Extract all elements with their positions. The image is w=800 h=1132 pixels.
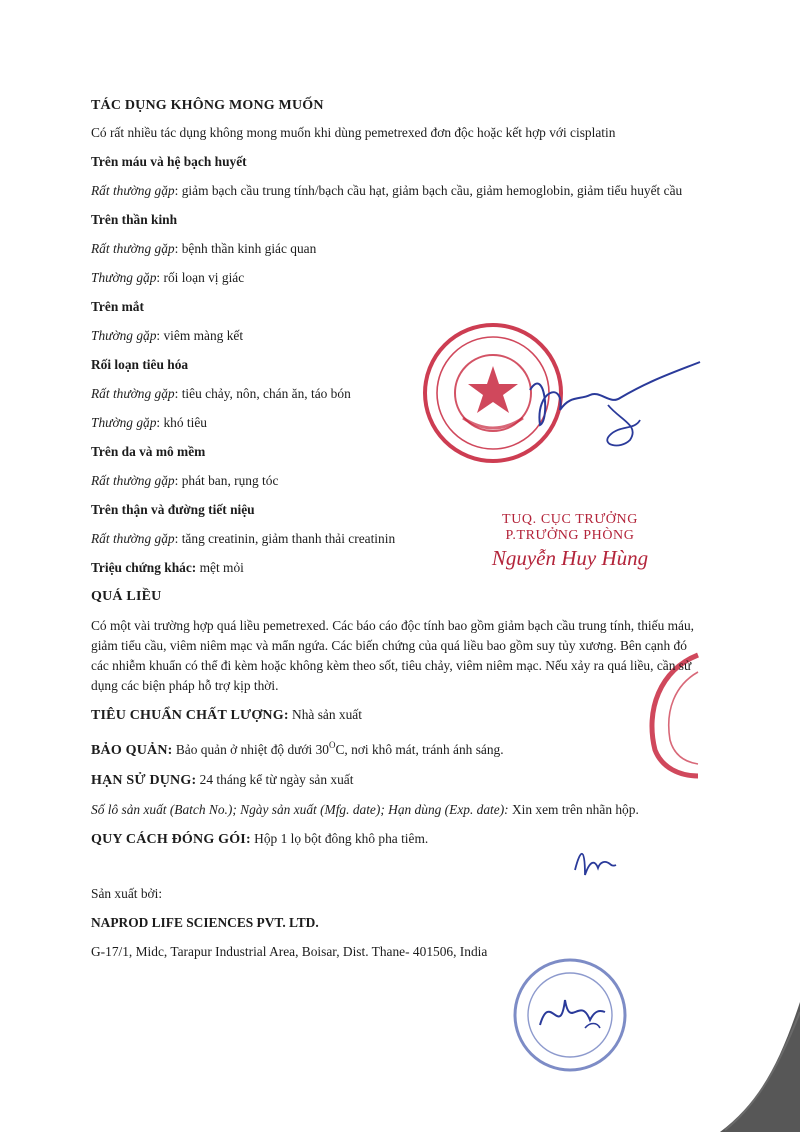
adverse-effects-heading: TÁC DỤNG KHÔNG MONG MUỐN [91, 98, 324, 113]
effects-text: : giảm bạch cầu trung tính/bạch cầu hạt, giảm bạch cầu, giảm hemoglobin, giảm tiểu huyết cầu [174, 183, 683, 198]
frequency-label: Rất thường gặp [91, 386, 175, 401]
manufacturer-name: NAPROD LIFE SCIENCES PVT. LTD. [91, 915, 319, 930]
effects-text: : tiêu chảy, nôn, chán ăn, táo bón [174, 386, 351, 401]
approval-title-line1: TUQ. CỤC TRƯỞNG [502, 512, 638, 527]
other-symptoms [91, 558, 711, 578]
packaging [91, 829, 711, 850]
frequency-label: Thường gặp [91, 270, 157, 285]
effects-text: : bệnh thần kinh giác quan [174, 241, 317, 256]
digestive-effects-very-common [91, 384, 711, 404]
quality-text: Nhà sản xuất [288, 707, 362, 722]
quality-standard [91, 705, 711, 726]
skin-effects [91, 471, 711, 491]
overdose-heading: QUÁ LIỀU [91, 589, 162, 604]
approval-title-line2: P.TRƯỞNG PHÒNG [505, 528, 635, 543]
other-symptoms-text: mệt mỏi [196, 560, 244, 575]
effects-text: : rối loạn vị giác [156, 270, 245, 285]
nervous-effects-very-common [91, 239, 711, 259]
storage-label: BẢO QUẢN: [91, 743, 173, 758]
storage-text: Bảo quản ở nhiệt độ dưới 30 [172, 742, 329, 757]
blood-lymph-effects [91, 181, 711, 201]
storage [91, 735, 711, 761]
blood-lymph-heading: Trên máu và hệ bạch huyết [91, 154, 247, 169]
nervous-effects-common [91, 268, 711, 288]
kidney-effects [91, 529, 711, 549]
overdose-text: Có một vài trường hợp quá liều pemetrexed. Các báo cáo độc tính bao gồm giảm bạch cầu trung tính, thiếu máu, giảm tiểu cầu, viêm niêm mạc và mẩn ngứa. Các biến chứng của quá liều bao gồm suy tủy xương. Bên cạnh đó các nhiễm khuẩn có thể đi kèm hoặc không kèm theo sốt, tiêu chảy, viêm niêm mạc. Nếu xảy ra quá liều, cần sử dụng các biện pháp hỗ trợ kịp thời. [91, 618, 695, 693]
effects-text: : viêm màng kết [156, 328, 244, 343]
other-symptoms-label: Triệu chứng khác: [91, 560, 197, 575]
adverse-effects-intro: Có rất nhiều tác dụng không mong muốn khi dùng pemetrexed đơn độc hoặc kết hợp với cisplatin [91, 125, 616, 140]
frequency-label: Thường gặp [91, 415, 157, 430]
shelf-life [91, 770, 711, 791]
digestive-heading: Rối loạn tiêu hóa [91, 357, 189, 372]
degree-superscript: O [328, 740, 336, 750]
manufacturer-address: G-17/1, Midc, Tarapur Industrial Area, Boisar, Dist. Thane- 401506, India [91, 944, 488, 959]
eye-effects [91, 326, 711, 346]
batch-info [91, 800, 711, 820]
shelf-life-text: 24 tháng kể từ ngày sản xuất [196, 772, 354, 787]
shelf-life-label: HẠN SỬ DỤNG: [91, 773, 197, 788]
quality-label: TIÊU CHUẨN CHẤT LƯỢNG: [91, 708, 289, 723]
packaging-label: QUY CÁCH ĐÓNG GÓI: [91, 832, 251, 847]
batch-label: Số lô sản xuất (Batch No.); Ngày sản xuất (Mfg. date); Hạn dùng (Exp. date): [91, 802, 509, 817]
frequency-label: Rất thường gặp [91, 183, 175, 198]
frequency-label: Rất thường gặp [91, 241, 175, 256]
effects-text: : khó tiêu [156, 415, 208, 430]
packaging-text: Hộp 1 lọ bột đông khô pha tiêm. [250, 831, 429, 846]
nervous-heading: Trên thần kinh [91, 212, 178, 227]
frequency-label: Rất thường gặp [91, 531, 175, 546]
manufacturer-label: Sản xuất bởi: [91, 886, 163, 901]
effects-text: : tăng creatinin, giảm thanh thải creatinin [174, 531, 396, 546]
batch-text: Xin xem trên nhãn hộp. [508, 802, 639, 817]
page-corner-shadow [680, 1002, 800, 1132]
kidney-heading: Trên thận và đường tiết niệu [91, 502, 255, 517]
company-seal [505, 950, 635, 1080]
storage-text-end: C, nơi khô mát, tránh ánh sáng. [335, 742, 504, 757]
approval-signer-name: Nguyễn Huy Hùng [491, 546, 649, 570]
document-body [91, 96, 711, 962]
effects-text: : phát ban, rụng tóc [174, 473, 279, 488]
digestive-effects-common [91, 413, 711, 433]
frequency-label: Rất thường gặp [91, 473, 175, 488]
skin-heading: Trên da và mô mềm [91, 444, 206, 459]
frequency-label: Thường gặp [91, 328, 157, 343]
eye-heading: Trên mắt [91, 299, 144, 314]
